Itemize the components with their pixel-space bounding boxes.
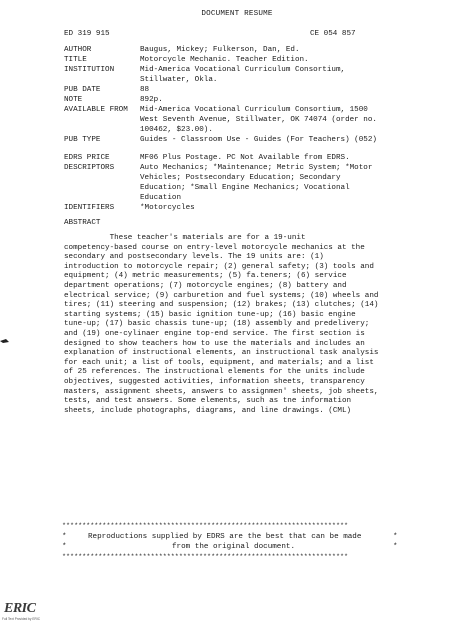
abstract-heading: ABSTRACT: [64, 219, 101, 227]
abstract-line: electrical service; (9) carburetion and fuel systems; (10) wheels and: [64, 291, 379, 300]
field-label-institution: INSTITUTION: [64, 66, 115, 74]
ed-number: ED 319 915: [64, 30, 110, 38]
abstract-line: equipment; (4) metric measurements; (5) fa.teners; (6) service: [64, 272, 347, 281]
abstract-line: sheets, include photographs, diagrams, and line drawings. (CML): [64, 406, 352, 415]
field-value-descriptors-line: Vehicles; Postsecondary Education; Secondary: [140, 174, 341, 182]
field-value-pub-date: 88: [140, 86, 150, 94]
field-value-institution-line: Stillwater, Okla.: [140, 76, 218, 84]
field-value-available-from-line: Mid-America Vocational Curriculum Consortium, 1500: [140, 106, 368, 114]
abstract-line: and (19) one-cylinaer engine top-end service. The first section is: [64, 330, 365, 338]
reproduction-notice-line: from the original document.: [172, 543, 296, 551]
field-label-title: TITLE: [64, 56, 87, 64]
box-star-right: *: [393, 543, 398, 551]
box-border-bottom: ***********************************************************************: [62, 553, 349, 561]
scan-mark-icon: [0, 338, 9, 344]
abstract-line: These teacher's materials are for a 19-unit: [64, 234, 306, 242]
abstract-line: department operations; (7) motorcycle engines; (8) battery and: [64, 282, 347, 290]
field-value-available-from-line: West Seventh Avenue, Stillwater, OK 74074 (order no.: [140, 116, 377, 124]
field-label-note: NOTE: [64, 96, 83, 104]
abstract-line: of 25 references. The instructional elements for the units include: [64, 368, 365, 377]
field-value-descriptors-line: Education: [140, 194, 182, 202]
abstract-line: tires; (11) steering and suspension; (12) brakes; (13) clutches; (14): [64, 301, 379, 310]
field-label-pub-type: PUB TYPE: [64, 136, 101, 144]
field-value-title: Motorcycle Mechanic. Teacher Edition.: [140, 56, 309, 64]
abstract-line: starting systems; (15) basic ignition tune-up; (16) basic engine: [64, 310, 356, 319]
abstract-line: tune-up; (17) basic chassis tune-up; (18) assembly and predelivery;: [64, 320, 370, 329]
field-value-identifiers: *Motorcycles: [140, 204, 195, 212]
ce-number: CE 054 857: [310, 30, 356, 38]
field-value-note: 892p.: [140, 96, 163, 104]
field-value-pub-type: Guides - Classroom Use - Guides (For Teachers) (052): [140, 136, 377, 144]
field-value-available-from-line: 100462, $23.00).: [140, 126, 213, 134]
field-label-edrs-price: EDRS PRICE: [64, 154, 110, 162]
abstract-line: designed to show teachers how to use the materials and includes an: [64, 339, 365, 348]
abstract-line: secondary and postsecondary levels. The 19 units are: (1): [64, 253, 324, 262]
field-value-edrs-price: MF06 Plus Postage. PC Not Available from EDRS.: [140, 154, 350, 162]
field-value-descriptors-line: Auto Mechanics; *Maintenance; Metric System; *Motor: [140, 164, 373, 172]
field-label-pub-date: PUB DATE: [64, 86, 101, 94]
abstract-line: introduction to motorcycle repair; (2) general safety; (3) tools and: [64, 262, 374, 271]
field-label-identifiers: IDENTIFIERS: [64, 204, 115, 212]
abstract-line: competency-based course on entry-level motorcycle mechanics at the: [64, 243, 365, 252]
field-label-descriptors: DESCRIPTORS: [64, 164, 115, 172]
field-value-descriptors-line: Education; *Small Engine Mechanics; Vocational: [140, 184, 350, 192]
box-border-top: ***********************************************************************: [62, 522, 349, 530]
box-star-left: *: [62, 533, 67, 541]
document-title: DOCUMENT RESUME: [201, 10, 273, 18]
reproduction-notice-line: Reproductions supplied by EDRS are the best that can be made: [88, 533, 362, 541]
abstract-line: explanation of instructional elements, an instructional task analysis: [64, 349, 379, 358]
abstract-line: for each unit; a list of tools, equipment, and materials; and a list: [64, 358, 374, 367]
eric-logo-caption: Full Text Provided by ERIC: [2, 617, 41, 621]
field-value-institution-line: Mid-America Vocational Curriculum Consortium,: [140, 66, 346, 74]
box-star-left: *: [62, 543, 67, 551]
abstract-line: tests, and test answers. Some elements, such as tne information: [64, 397, 352, 406]
field-value-author: Baugus, Mickey; Fulkerson, Dan, Ed.: [140, 46, 300, 54]
box-star-right: *: [393, 533, 398, 541]
abstract-line: masters, assignment sheets, answers to assignmen' sheets, job sheets,: [64, 387, 379, 396]
field-label-author: AUTHOR: [64, 46, 92, 54]
abstract-line: objectives, suggested activities, information sheets, transparency: [64, 378, 365, 386]
field-label-available-from: AVAILABLE FROM: [64, 106, 128, 114]
eric-logo: ERIC: [4, 601, 36, 616]
